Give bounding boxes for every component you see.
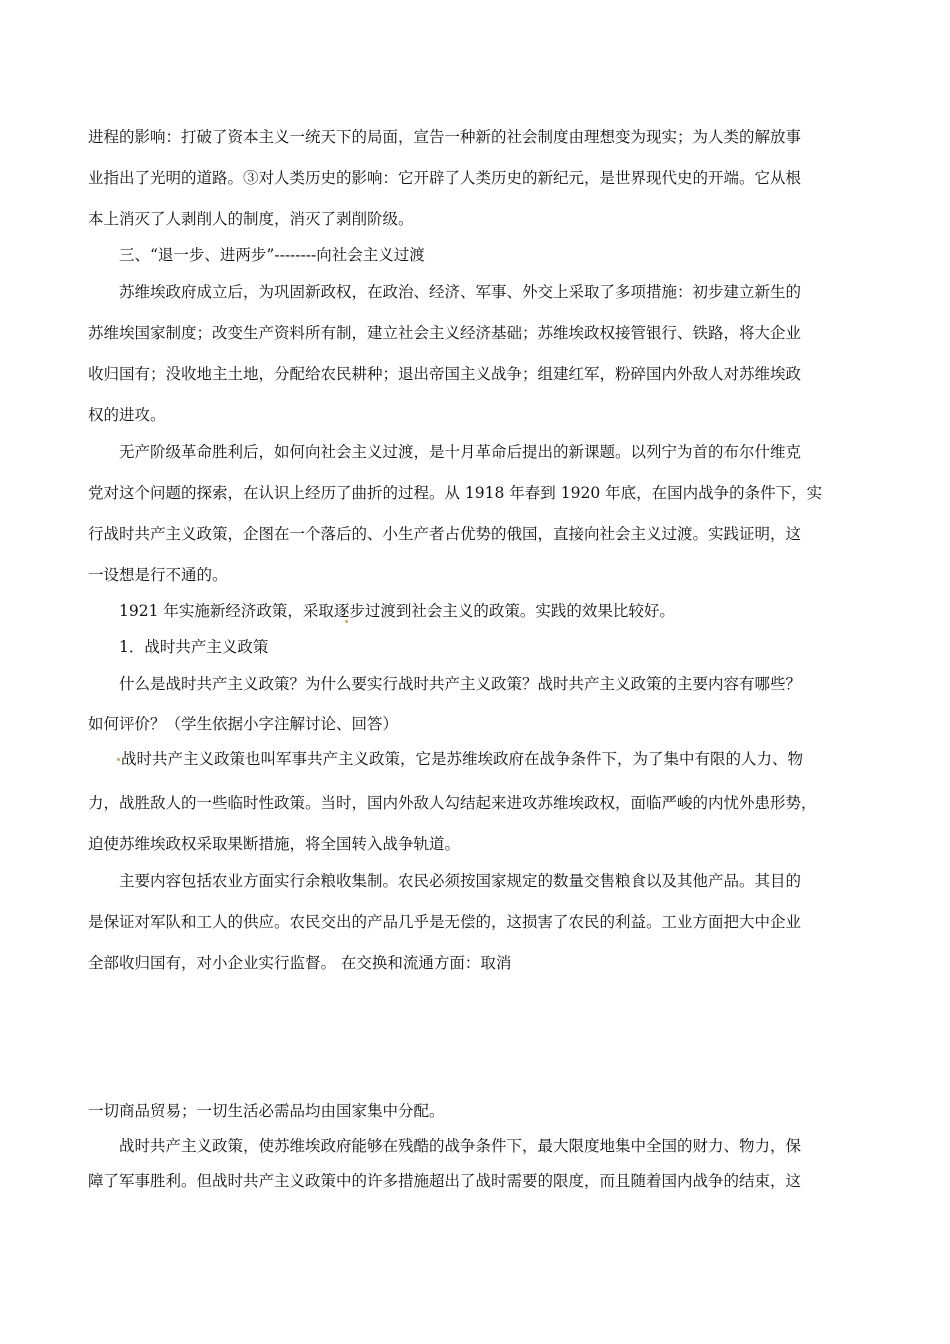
paragraph-line: 主要内容包括农业方面实行余粮收集制。农民必须按国家规定的数量交售粮食以及其他产品。其目的 <box>119 872 802 890</box>
paragraph-line: 迫使苏维埃政权采取果断措施，将全国转入战争轨道。 <box>88 835 461 853</box>
subsection-heading: 1．战时共产主义政策 <box>119 638 269 656</box>
paragraph-line: 行战时共产主义政策，企图在一个落后的、小生产者占优势的俄国，直接向社会主义过渡。实践证明，这 <box>88 525 802 543</box>
revision-mark <box>117 758 120 761</box>
paragraph-line: 本上消灭了人剥削人的制度，消灭了剥削阶级。 <box>88 210 414 228</box>
paragraph-line: 进程的影响：打破了资本主义一统天下的局面，宣告一种新的社会制度由理想变为现实；为人类的解放事 <box>88 128 802 146</box>
paragraph-line: 什么是战时共产主义政策？为什么要实行战时共产主义政策？战时共产主义政策的主要内容有哪些？ <box>119 675 802 693</box>
paragraph-line: 业指出了光明的道路。③对人类历史的影响：它开辟了人类历史的新纪元，是世界现代史的开端。它从根 <box>88 169 802 187</box>
paragraph-line: 障了军事胜利。但战时共产主义政策中的许多措施超出了战时需要的限度，而且随着国内战争的结束，这 <box>88 1172 802 1190</box>
paragraph-line: 收归国有；没收地主土地，分配给农民耕种；退出帝国主义战争；组建红军，粉碎国内外敌人对苏维埃政 <box>88 365 802 383</box>
paragraph-line: 权的进攻。 <box>88 406 166 424</box>
section-heading: 三、“退一步、进两步”--------向社会主义过渡 <box>119 246 425 264</box>
paragraph-line: 战时共产主义政策，使苏维埃政府能够在残酷的战争条件下，最大限度地集中全国的财力、物力，保 <box>119 1137 802 1155</box>
paragraph-line: 一设想是行不通的。 <box>88 566 228 584</box>
paragraph-line: 党对这个问题的探索，在认识上经历了曲折的过程。从 1918 年春到 1920 年底，在国内战争的条件下，实 <box>88 484 823 502</box>
paragraph-line: 是保证对军队和工人的供应。农民交出的产品几乎是无偿的，这损害了农民的利益。工业方面把大中企业 <box>88 913 802 931</box>
paragraph-line: 力，战胜敌人的一些临时性政策。当时，国内外敌人勾结起来进攻苏维埃政权，面临严峻的内忧外患形势， <box>88 794 817 812</box>
paragraph-line: 无产阶级革命胜利后，如何向社会主义过渡，是十月革命后提出的新课题。以列宁为首的布尔什维克 <box>119 443 802 461</box>
paragraph-line: 一切商品贸易；一切生活必需品均由国家集中分配。 <box>88 1102 445 1120</box>
paragraph-line: 战时共产主义政策也叫军事共产主义政策，它是苏维埃政府在战争条件下，为了集中有限的人力、物 <box>121 750 804 768</box>
paragraph-line: 苏维埃政府成立后，为巩固新政权，在政治、经济、军事、外交上采取了多项措施：初步建立新生的 <box>119 283 802 301</box>
revision-mark <box>345 620 348 623</box>
paragraph-line: 苏维埃国家制度；改变生产资料所有制，建立社会主义经济基础；苏维埃政权接管银行、铁路，将大企业 <box>88 324 802 342</box>
paragraph-line: 1921 年实施新经济政策，采取逐步过渡到社会主义的政策。实践的效果比较好。 <box>119 602 675 620</box>
paragraph-line: 全部收归国有，对小企业实行监督。 在交换和流通方面：取消 <box>88 954 512 972</box>
paragraph-line: 如何评价？（学生依据小字注解讨论、回答） <box>88 715 399 733</box>
